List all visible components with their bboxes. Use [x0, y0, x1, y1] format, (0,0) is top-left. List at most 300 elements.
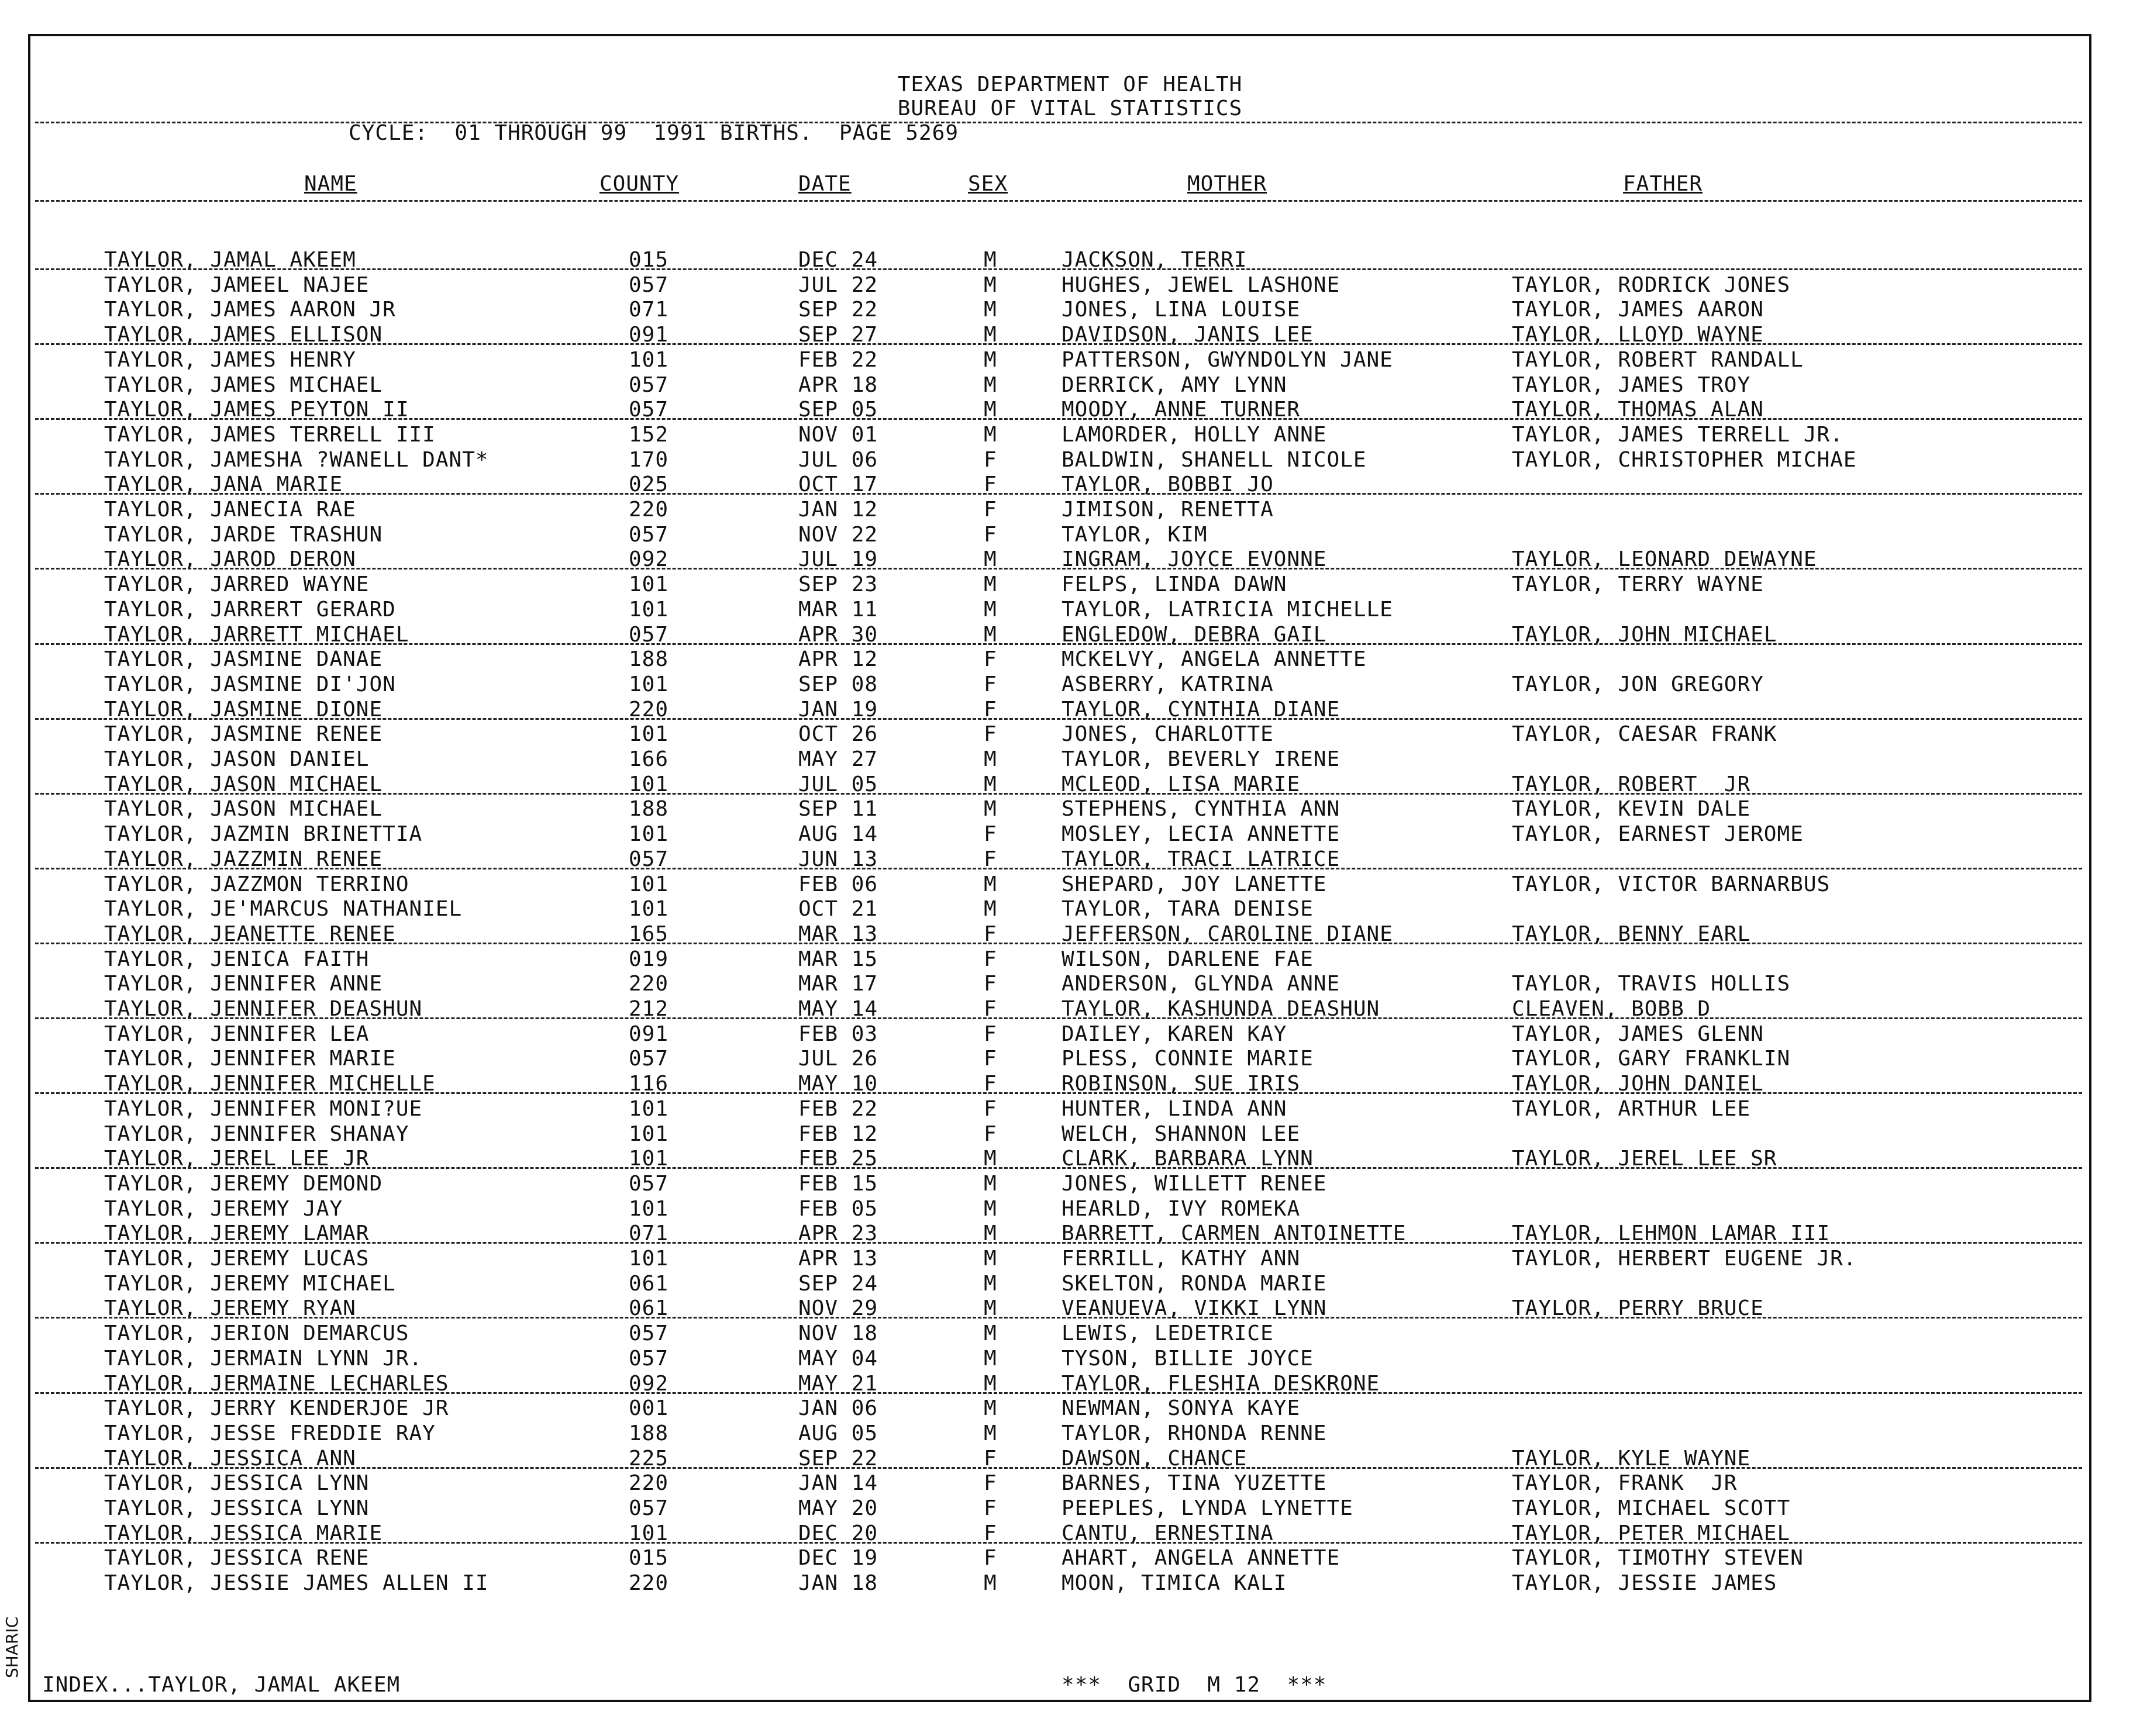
cell-county: 057 — [629, 1321, 669, 1345]
cell-name: TAYLOR, JASMINE DI'JON — [104, 672, 396, 696]
cell-county: 091 — [629, 1022, 669, 1046]
cell-father: TAYLOR, LLOYD WAYNE — [1512, 323, 1764, 347]
cell-county: 092 — [629, 547, 669, 571]
cell-mother: TAYLOR, TARA DENISE — [1062, 897, 1314, 921]
column-header-sex: SEX — [968, 172, 1008, 196]
cell-name: TAYLOR, JAMES TERRELL III — [104, 423, 436, 447]
header-line-2: BUREAU OF VITAL STATISTICS — [897, 96, 1243, 120]
cell-name: TAYLOR, JENNIFER SHANAY — [104, 1122, 409, 1146]
cell-name: TAYLOR, JAMES AARON JR — [104, 298, 396, 322]
cell-mother: LAMORDER, HOLLY ANNE — [1062, 423, 1327, 447]
cell-date: JAN 12 — [798, 498, 878, 522]
cell-name: TAYLOR, JANA MARIE — [104, 472, 343, 496]
row-group-divider — [35, 643, 2082, 645]
cell-name: TAYLOR, JANECIA RAE — [104, 498, 356, 522]
cell-father: TAYLOR, VICTOR BARNARBUS — [1512, 872, 1831, 896]
cell-mother: SHEPARD, JOY LANETTE — [1062, 872, 1327, 896]
cell-date: APR 30 — [798, 623, 878, 647]
cell-sex: F — [984, 472, 997, 496]
cell-sex: M — [984, 772, 997, 796]
cell-date: JUL 19 — [798, 547, 878, 571]
cell-father: TAYLOR, MICHAEL SCOTT — [1512, 1496, 1791, 1520]
cell-name: TAYLOR, JEREMY MICHAEL — [104, 1272, 396, 1296]
cell-sex: F — [984, 448, 997, 472]
cell-sex: M — [984, 323, 997, 347]
cell-mother: TAYLOR, FLESHIA DESKRONE — [1062, 1372, 1380, 1396]
cell-date: JUL 26 — [798, 1047, 878, 1071]
cell-name: TAYLOR, JERION DEMARCUS — [104, 1321, 409, 1345]
cell-date: JAN 18 — [798, 1571, 878, 1595]
cell-sex: M — [984, 623, 997, 647]
cell-sex: M — [984, 298, 997, 322]
cell-mother: TAYLOR, BEVERLY IRENE — [1062, 747, 1340, 771]
cell-name: TAYLOR, JASON MICHAEL — [104, 772, 383, 796]
cell-county: 057 — [629, 1172, 669, 1196]
cell-father: TAYLOR, JON GREGORY — [1512, 672, 1764, 696]
cell-mother: NEWMAN, SONYA KAYE — [1062, 1396, 1301, 1420]
row-group-divider — [35, 1317, 2082, 1319]
cell-county: 101 — [629, 348, 669, 372]
cell-mother: HUNTER, LINDA ANN — [1062, 1097, 1287, 1121]
cell-mother: DAWSON, CHANCE — [1062, 1447, 1248, 1471]
cell-name: TAYLOR, JESSICA ANN — [104, 1447, 356, 1471]
cell-name: TAYLOR, JEREMY JAY — [104, 1197, 343, 1221]
cell-name: TAYLOR, JENICA FAITH — [104, 947, 370, 971]
cell-sex: M — [984, 797, 997, 821]
cell-date: NOV 22 — [798, 523, 878, 547]
cell-mother: PEEPLES, LYNDA LYNETTE — [1062, 1496, 1353, 1520]
cell-date: OCT 26 — [798, 722, 878, 746]
header-line-1: TEXAS DEPARTMENT OF HEALTH — [897, 73, 1243, 96]
cell-name: TAYLOR, JENNIFER MICHELLE — [104, 1072, 436, 1096]
cell-father: TAYLOR, JOHN DANIEL — [1512, 1072, 1764, 1096]
cell-county: 001 — [629, 1396, 669, 1420]
cell-sex: F — [984, 1521, 997, 1545]
cell-county: 015 — [629, 248, 669, 272]
cell-date: DEC 19 — [798, 1546, 878, 1570]
cell-name: TAYLOR, JARDE TRASHUN — [104, 523, 383, 547]
cell-date: MAY 21 — [798, 1372, 878, 1396]
cell-mother: JONES, WILLETT RENEE — [1062, 1172, 1327, 1196]
cell-father: TAYLOR, CHRISTOPHER MICHAE — [1512, 448, 1857, 472]
cell-date: FEB 03 — [798, 1022, 878, 1046]
cell-sex: M — [984, 1372, 997, 1396]
cell-sex: F — [984, 498, 997, 522]
cell-county: 101 — [629, 722, 669, 746]
row-group-divider — [35, 943, 2082, 944]
cell-mother: JONES, CHARLOTTE — [1062, 722, 1274, 746]
cell-sex: F — [984, 1122, 997, 1146]
cell-county: 071 — [629, 298, 669, 322]
cell-date: MAY 14 — [798, 997, 878, 1021]
cell-county: 101 — [629, 1147, 669, 1171]
cell-mother: CANTU, ERNESTINA — [1062, 1521, 1274, 1545]
cell-name: TAYLOR, JAMES HENRY — [104, 348, 356, 372]
cell-date: JUN 13 — [798, 847, 878, 871]
cell-county: 057 — [629, 373, 669, 397]
cell-name: TAYLOR, JERMAINE LECHARLES — [104, 1372, 449, 1396]
cell-date: JAN 14 — [798, 1471, 878, 1495]
row-group-divider — [35, 1392, 2082, 1394]
cell-sex: F — [984, 1496, 997, 1520]
cell-county: 101 — [629, 772, 669, 796]
cell-county: 057 — [629, 847, 669, 871]
cell-mother: TAYLOR, CYNTHIA DIANE — [1062, 698, 1340, 722]
cell-name: TAYLOR, JASON DANIEL — [104, 747, 370, 771]
cell-sex: F — [984, 1097, 997, 1121]
cell-name: TAYLOR, JAZZMON TERRINO — [104, 872, 409, 896]
cell-county: 057 — [629, 273, 669, 297]
row-group-divider — [35, 1092, 2082, 1094]
cell-name: TAYLOR, JAMES PEYTON II — [104, 398, 409, 422]
cell-county: 057 — [629, 1347, 669, 1371]
footer-grid: *** GRID M 12 *** — [1062, 1673, 1327, 1697]
cell-name: TAYLOR, JENNIFER MONI?UE — [104, 1097, 423, 1121]
cell-sex: M — [984, 1221, 997, 1245]
cell-county: 091 — [629, 323, 669, 347]
cell-date: JUL 22 — [798, 273, 878, 297]
cell-mother: TYSON, BILLIE JOYCE — [1062, 1347, 1314, 1371]
cell-father: TAYLOR, JAMES AARON — [1512, 298, 1764, 322]
cell-father: TAYLOR, THOMAS ALAN — [1512, 398, 1764, 422]
cell-date: NOV 18 — [798, 1321, 878, 1345]
cell-date: MAY 04 — [798, 1347, 878, 1371]
cell-father: TAYLOR, KEVIN DALE — [1512, 797, 1751, 821]
cell-mother: ROBINSON, SUE IRIS — [1062, 1072, 1301, 1096]
cell-county: 165 — [629, 922, 669, 946]
cell-mother: HEARLD, IVY ROMEKA — [1062, 1197, 1301, 1221]
cell-date: JAN 19 — [798, 698, 878, 722]
cell-sex: M — [984, 1272, 997, 1296]
cell-name: TAYLOR, JENNIFER ANNE — [104, 972, 383, 996]
cell-county: 057 — [629, 1496, 669, 1520]
cell-father: TAYLOR, TERRY WAYNE — [1512, 572, 1764, 596]
cell-sex: M — [984, 1421, 997, 1445]
column-header-date: DATE — [798, 172, 852, 196]
cell-name: TAYLOR, JERMAIN LYNN JR. — [104, 1347, 423, 1371]
cell-date: NOV 01 — [798, 423, 878, 447]
cell-mother: ENGLEDOW, DEBRA GAIL — [1062, 623, 1327, 647]
cell-county: 101 — [629, 1097, 669, 1121]
cell-mother: STEPHENS, CYNTHIA ANN — [1062, 797, 1340, 821]
cell-sex: F — [984, 997, 997, 1021]
cell-father: TAYLOR, ARTHUR LEE — [1512, 1097, 1751, 1121]
cell-name: TAYLOR, JENNIFER MARIE — [104, 1047, 396, 1071]
cell-mother: MCKELVY, ANGELA ANNETTE — [1062, 647, 1367, 671]
cell-date: MAY 20 — [798, 1496, 878, 1520]
footer-index: INDEX...TAYLOR, JAMAL AKEEM — [42, 1673, 401, 1697]
cell-date: FEB 12 — [798, 1122, 878, 1146]
cell-sex: M — [984, 423, 997, 447]
divider-top — [35, 122, 2082, 123]
cell-mother: SKELTON, RONDA MARIE — [1062, 1272, 1327, 1296]
cell-date: FEB 15 — [798, 1172, 878, 1196]
cell-father: TAYLOR, RODRICK JONES — [1512, 273, 1791, 297]
cell-name: TAYLOR, JARRERT GERARD — [104, 598, 396, 622]
cell-sex: M — [984, 747, 997, 771]
row-group-divider — [35, 868, 2082, 869]
cell-name: TAYLOR, JESSICA RENE — [104, 1546, 370, 1570]
cell-county: 101 — [629, 897, 669, 921]
cell-name: TAYLOR, JAMEEL NAJEE — [104, 273, 370, 297]
cell-mother: JONES, LINA LOUISE — [1062, 298, 1301, 322]
cell-father: TAYLOR, PERRY BRUCE — [1512, 1296, 1764, 1320]
cell-sex: M — [984, 1147, 997, 1171]
cell-father: TAYLOR, TIMOTHY STEVEN — [1512, 1546, 1804, 1570]
cell-date: FEB 22 — [798, 1097, 878, 1121]
column-header-mother: MOTHER — [1187, 172, 1267, 196]
cell-mother: BARNES, TINA YUZETTE — [1062, 1471, 1327, 1495]
row-group-divider — [35, 1542, 2082, 1544]
cell-date: FEB 05 — [798, 1197, 878, 1221]
cell-county: 188 — [629, 797, 669, 821]
cell-date: MAY 10 — [798, 1072, 878, 1096]
cell-sex: M — [984, 398, 997, 422]
cell-mother: FELPS, LINDA DAWN — [1062, 572, 1287, 596]
cell-county: 188 — [629, 1421, 669, 1445]
cell-date: APR 12 — [798, 647, 878, 671]
row-group-divider — [35, 1167, 2082, 1169]
cell-county: 101 — [629, 1122, 669, 1146]
cell-county: 166 — [629, 747, 669, 771]
cell-father: TAYLOR, BENNY EARL — [1512, 922, 1751, 946]
cell-name: TAYLOR, JASON MICHAEL — [104, 797, 383, 821]
cell-sex: F — [984, 1471, 997, 1495]
cell-sex: F — [984, 1546, 997, 1570]
cell-name: TAYLOR, JAMESHA ?WANELL DANT* — [104, 448, 489, 472]
cell-sex: M — [984, 273, 997, 297]
row-group-divider — [35, 343, 2082, 345]
cell-mother: ANDERSON, GLYNDA ANNE — [1062, 972, 1340, 996]
cell-father: TAYLOR, TRAVIS HOLLIS — [1512, 972, 1791, 996]
cell-mother: TAYLOR, TRACI LATRICE — [1062, 847, 1340, 871]
cell-father: TAYLOR, EARNEST JEROME — [1512, 822, 1804, 846]
cell-sex: F — [984, 1022, 997, 1046]
cell-county: 057 — [629, 523, 669, 547]
cell-mother: HUGHES, JEWEL LASHONE — [1062, 273, 1340, 297]
cell-father: TAYLOR, JEREL LEE SR — [1512, 1147, 1777, 1171]
cell-father: TAYLOR, LEONARD DEWAYNE — [1512, 547, 1817, 571]
cell-county: 061 — [629, 1296, 669, 1320]
cell-date: MAR 13 — [798, 922, 878, 946]
cell-sex: M — [984, 598, 997, 622]
cell-sex: F — [984, 972, 997, 996]
cell-sex: M — [984, 1247, 997, 1271]
cell-county: 101 — [629, 1197, 669, 1221]
cell-father: TAYLOR, HERBERT EUGENE JR. — [1512, 1247, 1857, 1271]
cell-name: TAYLOR, JEREMY DEMOND — [104, 1172, 383, 1196]
cell-date: SEP 05 — [798, 398, 878, 422]
cell-sex: M — [984, 1571, 997, 1595]
divider-header — [35, 200, 2082, 202]
cell-mother: MOODY, ANNE TURNER — [1062, 398, 1301, 422]
cell-mother: DERRICK, AMY LYNN — [1062, 373, 1287, 397]
cell-sex: M — [984, 1296, 997, 1320]
cell-father: TAYLOR, JAMES TROY — [1512, 373, 1751, 397]
cell-father: TAYLOR, PETER MICHAEL — [1512, 1521, 1791, 1545]
cell-mother: BALDWIN, SHANELL NICOLE — [1062, 448, 1367, 472]
row-group-divider — [35, 793, 2082, 795]
cell-mother: DAVIDSON, JANIS LEE — [1062, 323, 1314, 347]
cell-name: TAYLOR, JAMES MICHAEL — [104, 373, 383, 397]
cell-father: TAYLOR, ROBERT JR — [1512, 772, 1751, 796]
cell-sex: F — [984, 722, 997, 746]
cell-date: MAR 15 — [798, 947, 878, 971]
cell-sex: M — [984, 1321, 997, 1345]
cell-name: TAYLOR, JAZZMIN RENEE — [104, 847, 383, 871]
cell-date: JUL 06 — [798, 448, 878, 472]
cell-father: TAYLOR, FRANK JR — [1512, 1471, 1738, 1495]
cell-mother: MOON, TIMICA KALI — [1062, 1571, 1287, 1595]
cell-county: 019 — [629, 947, 669, 971]
cell-date: MAY 27 — [798, 747, 878, 771]
cell-county: 071 — [629, 1221, 669, 1245]
cell-sex: F — [984, 847, 997, 871]
cell-name: TAYLOR, JERRY KENDERJOE JR — [104, 1396, 449, 1420]
cell-date: APR 23 — [798, 1221, 878, 1245]
row-group-divider — [35, 718, 2082, 720]
cell-sex: M — [984, 1347, 997, 1371]
cell-name: TAYLOR, JEANETTE RENEE — [104, 922, 396, 946]
cell-name: TAYLOR, JENNIFER DEASHUN — [104, 997, 423, 1021]
cell-mother: CLARK, BARBARA LYNN — [1062, 1147, 1314, 1171]
cell-name: TAYLOR, JEREMY LUCAS — [104, 1247, 370, 1271]
cell-sex: M — [984, 373, 997, 397]
cell-date: SEP 11 — [798, 797, 878, 821]
cell-father: TAYLOR, JOHN MICHAEL — [1512, 623, 1777, 647]
cell-sex: F — [984, 1072, 997, 1096]
cell-name: TAYLOR, JEREMY RYAN — [104, 1296, 356, 1320]
cell-name: TAYLOR, JAZMIN BRINETTIA — [104, 822, 423, 846]
cell-date: NOV 29 — [798, 1296, 878, 1320]
cycle-line: CYCLE: 01 THROUGH 99 1991 BIRTHS. PAGE 5269 — [349, 121, 959, 145]
cell-county: 188 — [629, 647, 669, 671]
cell-mother: TAYLOR, RHONDA RENNE — [1062, 1421, 1327, 1445]
cell-sex: M — [984, 1172, 997, 1196]
cell-county: 101 — [629, 1521, 669, 1545]
cell-mother: VEANUEVA, VIKKI LYNN — [1062, 1296, 1327, 1320]
cell-mother: INGRAM, JOYCE EVONNE — [1062, 547, 1327, 571]
cell-father: TAYLOR, ROBERT RANDALL — [1512, 348, 1804, 372]
cell-county: 057 — [629, 398, 669, 422]
cell-county: 092 — [629, 1372, 669, 1396]
cell-county: 101 — [629, 1247, 669, 1271]
cell-mother: TAYLOR, LATRICIA MICHELLE — [1062, 598, 1393, 622]
cell-father: TAYLOR, JAMES GLENN — [1512, 1022, 1764, 1046]
cell-sex: M — [984, 572, 997, 596]
cell-name: TAYLOR, JESSICA MARIE — [104, 1521, 383, 1545]
cell-date: APR 13 — [798, 1247, 878, 1271]
cell-father: TAYLOR, LEHMON LAMAR III — [1512, 1221, 1831, 1245]
column-header-name: NAME — [304, 172, 357, 196]
cell-date: SEP 22 — [798, 298, 878, 322]
cell-sex: M — [984, 1197, 997, 1221]
cell-county: 220 — [629, 1571, 669, 1595]
cell-date: OCT 17 — [798, 472, 878, 496]
cell-date: FEB 06 — [798, 872, 878, 896]
cell-father: TAYLOR, GARY FRANKLIN — [1512, 1047, 1791, 1071]
cell-county: 057 — [629, 1047, 669, 1071]
cell-sex: M — [984, 1396, 997, 1420]
cell-sex: M — [984, 897, 997, 921]
cell-name: TAYLOR, JAROD DERON — [104, 547, 356, 571]
cell-sex: F — [984, 698, 997, 722]
cell-name: TAYLOR, JESSICA LYNN — [104, 1471, 370, 1495]
cell-sex: M — [984, 348, 997, 372]
cell-sex: F — [984, 1447, 997, 1471]
cell-county: 170 — [629, 448, 669, 472]
cell-sex: M — [984, 547, 997, 571]
cell-county: 220 — [629, 972, 669, 996]
cell-sex: M — [984, 872, 997, 896]
cell-county: 220 — [629, 698, 669, 722]
cell-mother: MOSLEY, LECIA ANNETTE — [1062, 822, 1340, 846]
cell-date: SEP 27 — [798, 323, 878, 347]
cell-mother: JIMISON, RENETTA — [1062, 498, 1274, 522]
cell-county: 101 — [629, 572, 669, 596]
cell-name: TAYLOR, JASMINE DIONE — [104, 698, 383, 722]
row-group-divider — [35, 268, 2082, 270]
cell-date: DEC 20 — [798, 1521, 878, 1545]
cell-sex: F — [984, 922, 997, 946]
cell-date: FEB 22 — [798, 348, 878, 372]
cell-name: TAYLOR, JARRED WAYNE — [104, 572, 370, 596]
cell-sex: F — [984, 672, 997, 696]
cell-father: CLEAVEN, BOBB D — [1512, 997, 1711, 1021]
cell-sex: F — [984, 523, 997, 547]
cell-date: SEP 23 — [798, 572, 878, 596]
cell-county: 212 — [629, 997, 669, 1021]
cell-county: 057 — [629, 623, 669, 647]
cell-date: MAR 11 — [798, 598, 878, 622]
cell-sex: F — [984, 822, 997, 846]
cell-county: 152 — [629, 423, 669, 447]
cell-name: TAYLOR, JESSICA LYNN — [104, 1496, 370, 1520]
cell-county: 220 — [629, 1471, 669, 1495]
cell-county: 225 — [629, 1447, 669, 1471]
cell-father: TAYLOR, CAESAR FRANK — [1512, 722, 1777, 746]
cell-county: 220 — [629, 498, 669, 522]
cell-date: JAN 06 — [798, 1396, 878, 1420]
cell-date: AUG 05 — [798, 1421, 878, 1445]
cell-mother: JACKSON, TERRI — [1062, 248, 1248, 272]
cell-mother: TAYLOR, BOBBI JO — [1062, 472, 1274, 496]
cell-name: TAYLOR, JENNIFER LEA — [104, 1022, 370, 1046]
cell-county: 116 — [629, 1072, 669, 1096]
cell-county: 101 — [629, 822, 669, 846]
cell-name: TAYLOR, JEREL LEE JR — [104, 1147, 370, 1171]
cell-mother: LEWIS, LEDETRICE — [1062, 1321, 1274, 1345]
column-header-father: FATHER — [1623, 172, 1703, 196]
cell-mother: JEFFERSON, CAROLINE DIANE — [1062, 922, 1393, 946]
cell-father: TAYLOR, JESSIE JAMES — [1512, 1571, 1777, 1595]
cell-date: SEP 22 — [798, 1447, 878, 1471]
row-group-divider — [35, 568, 2082, 570]
cell-mother: ASBERRY, KATRINA — [1062, 672, 1274, 696]
cell-father: TAYLOR, KYLE WAYNE — [1512, 1447, 1751, 1471]
row-group-divider — [35, 1017, 2082, 1019]
cell-mother: DAILEY, KAREN KAY — [1062, 1022, 1287, 1046]
cell-sex: F — [984, 647, 997, 671]
column-header-county: COUNTY — [599, 172, 680, 196]
cell-name: TAYLOR, JARRETT MICHAEL — [104, 623, 409, 647]
cell-county: 101 — [629, 872, 669, 896]
cell-mother: MCLEOD, LISA MARIE — [1062, 772, 1301, 796]
cell-sex: F — [984, 1047, 997, 1071]
row-group-divider — [35, 1467, 2082, 1469]
cell-name: TAYLOR, JASMINE DANAE — [104, 647, 383, 671]
cell-name: TAYLOR, JAMAL AKEEM — [104, 248, 356, 272]
